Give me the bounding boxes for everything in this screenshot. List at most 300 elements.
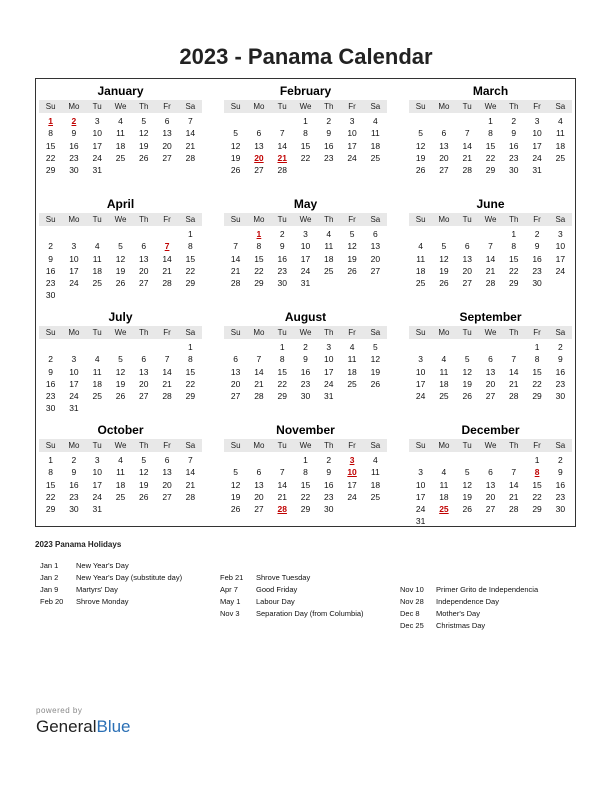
month-name: December [461, 423, 520, 437]
day-cell: 31 [69, 403, 79, 414]
day-cell: 27 [370, 265, 381, 276]
weekday-label: Th [509, 328, 519, 337]
day-cell: 7 [464, 128, 470, 139]
month-name: May [293, 197, 318, 211]
weekday-label: Mo [68, 328, 80, 337]
day-cell: 9 [48, 366, 53, 377]
day-cell: 26 [462, 504, 472, 515]
day-cell: 28 [230, 278, 241, 289]
day-cell: 10 [92, 467, 102, 478]
weekday-label: Th [324, 215, 334, 224]
day-cell: 27 [162, 152, 172, 163]
day-cell: 7 [279, 128, 285, 139]
weekday-header [224, 326, 387, 339]
weekday-label: Fr [533, 102, 541, 111]
empty-cell [247, 454, 270, 466]
weekday-label: Th [324, 102, 334, 111]
weekday-label: Tu [92, 215, 102, 224]
holiday-name: New Year's Day (substitute day) [76, 573, 183, 582]
weekday-label: Fr [533, 215, 541, 224]
day-cell: 26 [462, 391, 472, 402]
day-cell: 6 [233, 354, 238, 365]
weekday-label: Fr [163, 102, 171, 111]
weekday-label: Th [324, 328, 334, 337]
day-cell: 23 [555, 378, 566, 389]
weekday-label: Sa [555, 328, 566, 337]
holiday-date: Dec 25 [400, 621, 424, 630]
day-cell: 1 [534, 342, 540, 352]
day-cell: 23 [45, 278, 56, 289]
day-cell: 14 [485, 253, 496, 264]
empty-cell [456, 454, 479, 466]
day-cell: 29 [254, 278, 264, 289]
day-cell: 4 [326, 229, 332, 239]
day-cell: 11 [439, 366, 449, 377]
day-cell: 7 [511, 467, 517, 478]
day-cell: 28 [277, 165, 287, 176]
day-cell: 11 [370, 128, 380, 139]
holiday-day-cell: 25 [439, 504, 449, 515]
holiday-day-cell: 28 [277, 504, 287, 515]
holiday-item [400, 584, 538, 596]
holiday-item [400, 608, 538, 620]
day-cell: 19 [230, 152, 241, 163]
day-cell: 24 [69, 391, 79, 402]
weekday-label: Mo [438, 215, 450, 224]
month-september [409, 309, 572, 422]
day-cell: 16 [555, 479, 566, 490]
day-cell: 3 [303, 229, 308, 239]
day-cell: 30 [509, 165, 519, 176]
month-name: July [108, 310, 133, 324]
day-cell: 17 [555, 253, 566, 264]
day-cell: 30 [555, 391, 566, 402]
day-cell: 8 [303, 467, 308, 478]
day-cell: 25 [347, 378, 357, 389]
day-cell: 20 [370, 253, 381, 264]
month-name: January [97, 84, 144, 98]
day-grid [409, 454, 572, 528]
day-cell: 25 [115, 491, 126, 502]
day-cell: 30 [532, 278, 542, 289]
weekday-label: We [299, 215, 312, 224]
day-cell: 28 [185, 491, 196, 502]
day-cell: 15 [509, 253, 519, 264]
generalblue-logo[interactable] [36, 717, 131, 737]
weekday-label: Th [509, 441, 519, 450]
day-cell: 13 [485, 366, 496, 377]
day-cell: 26 [139, 491, 149, 502]
day-cell: 17 [347, 479, 357, 490]
holiday-item [40, 584, 182, 596]
weekday-label: Su [415, 328, 426, 337]
weekday-label: Sa [185, 441, 196, 450]
holiday-name: Labour Day [256, 597, 295, 606]
day-cell: 14 [277, 140, 287, 151]
weekday-label: Th [139, 328, 149, 337]
holiday-day-cell: 21 [277, 152, 287, 163]
day-cell: 30 [324, 504, 334, 515]
holiday-date: Nov 3 [220, 609, 240, 618]
weekday-label: Fr [533, 328, 541, 337]
month-june [409, 196, 572, 309]
day-cell: 17 [324, 366, 334, 377]
empty-cell [39, 341, 62, 353]
holiday-item [220, 608, 364, 620]
day-cell: 12 [462, 479, 472, 490]
day-grid [409, 341, 572, 402]
day-cell: 18 [92, 265, 102, 276]
page-title: 2023 - Panama Calendar [179, 44, 433, 69]
weekday-label: Sa [185, 102, 196, 111]
day-cell: 6 [372, 229, 378, 239]
empty-cell [271, 115, 294, 127]
day-grid [409, 115, 572, 176]
day-cell: 15 [45, 140, 56, 151]
day-cell: 2 [48, 241, 53, 252]
empty-cell [86, 341, 109, 353]
day-cell: 28 [162, 278, 172, 289]
day-cell: 26 [139, 152, 149, 163]
day-cell: 7 [256, 354, 262, 365]
day-cell: 5 [418, 128, 423, 139]
day-cell: 9 [71, 467, 77, 478]
holiday-day-cell: 2 [71, 116, 77, 126]
day-cell: 29 [509, 278, 519, 289]
day-cell: 12 [347, 241, 357, 252]
weekday-label: We [484, 215, 497, 224]
holiday-day-cell: 10 [347, 467, 357, 478]
day-grid [224, 341, 387, 402]
day-cell: 27 [139, 278, 149, 289]
day-cell: 1 [187, 342, 193, 352]
day-cell: 31 [532, 165, 542, 176]
day-cell: 11 [439, 479, 449, 490]
day-cell: 9 [534, 241, 540, 252]
day-cell: 3 [71, 241, 77, 252]
day-cell: 26 [439, 278, 449, 289]
day-cell: 29 [300, 504, 311, 515]
weekday-label: We [484, 328, 497, 337]
empty-cell [86, 228, 109, 240]
holiday-name: Separation Day (from Columbia) [256, 609, 364, 618]
weekday-label: Tu [462, 102, 472, 111]
day-cell: 12 [230, 140, 241, 151]
empty-cell [155, 228, 178, 240]
day-cell: 4 [94, 354, 100, 365]
day-cell: 3 [326, 342, 332, 352]
day-cell: 19 [139, 479, 149, 490]
day-cell: 8 [279, 354, 285, 365]
month-october [39, 422, 202, 535]
holidays-heading: 2023 Panama Holidays [35, 540, 122, 549]
day-cell: 4 [349, 342, 355, 352]
day-cell: 21 [230, 265, 241, 276]
holiday-date: Feb 20 [40, 597, 64, 606]
day-cell: 23 [69, 491, 79, 502]
weekday-label: Sa [185, 328, 196, 337]
weekday-label: Tu [92, 441, 102, 450]
day-cell: 19 [139, 140, 149, 151]
weekday-header [39, 439, 202, 452]
day-cell: 23 [324, 152, 334, 163]
month-march [409, 83, 572, 196]
weekday-header [39, 100, 202, 113]
day-cell: 14 [162, 253, 172, 264]
day-cell: 28 [485, 278, 496, 289]
day-grid [224, 228, 387, 289]
day-cell: 6 [464, 241, 470, 252]
holiday-date: May 1 [220, 597, 241, 606]
weekday-label: Tu [462, 215, 472, 224]
empty-cell [432, 454, 455, 466]
weekday-label: Su [45, 328, 56, 337]
weekday-label: We [114, 215, 127, 224]
day-cell: 16 [300, 366, 311, 377]
holiday-day-cell: 1 [48, 116, 53, 126]
day-cell: 8 [256, 241, 262, 252]
empty-cell [409, 228, 432, 240]
day-cell: 24 [300, 265, 311, 276]
day-cell: 14 [162, 366, 172, 377]
day-cell: 13 [254, 140, 264, 151]
day-cell: 30 [69, 504, 79, 515]
day-grid [39, 115, 202, 176]
empty-cell [409, 341, 432, 353]
day-cell: 20 [230, 378, 241, 389]
day-cell: 20 [139, 378, 149, 389]
weekday-label: Su [45, 441, 56, 450]
weekday-label: Th [324, 441, 334, 450]
day-cell: 20 [162, 479, 172, 490]
month-name: August [284, 310, 327, 324]
day-cell: 29 [485, 165, 496, 176]
day-cell: 23 [532, 265, 542, 276]
weekday-label: We [114, 102, 127, 111]
weekday-label: Tu [277, 328, 287, 337]
day-cell: 15 [300, 479, 311, 490]
day-cell: 22 [509, 265, 519, 276]
day-cell: 19 [462, 378, 472, 389]
day-cell: 24 [92, 491, 102, 502]
day-cell: 13 [230, 366, 241, 377]
day-cell: 25 [92, 278, 102, 289]
day-cell: 16 [69, 140, 79, 151]
day-cell: 15 [185, 253, 196, 264]
day-cell: 13 [462, 253, 472, 264]
day-cell: 23 [45, 391, 56, 402]
day-cell: 15 [45, 479, 56, 490]
weekday-label: Mo [68, 102, 80, 111]
empty-cell [456, 228, 479, 240]
weekday-label: Mo [68, 215, 80, 224]
month-november [224, 422, 387, 535]
day-cell: 10 [532, 128, 542, 139]
day-grid [39, 341, 202, 415]
day-cell: 8 [48, 467, 53, 478]
day-cell: 16 [532, 253, 542, 264]
day-cell: 16 [324, 140, 334, 151]
day-cell: 13 [139, 366, 149, 377]
holiday-day-cell: 8 [534, 467, 540, 478]
day-cell: 4 [418, 241, 423, 252]
holiday-date: Nov 10 [400, 585, 424, 594]
holiday-name: Good Friday [256, 585, 298, 594]
day-cell: 12 [415, 140, 426, 151]
day-cell: 15 [532, 366, 542, 377]
weekday-label: Tu [277, 102, 287, 111]
day-cell: 2 [303, 342, 308, 352]
day-cell: 22 [532, 378, 542, 389]
day-cell: 8 [303, 128, 308, 139]
day-cell: 4 [94, 241, 100, 252]
day-cell: 12 [139, 128, 149, 139]
holiday-name: New Year's Day [76, 561, 129, 570]
day-cell: 28 [162, 391, 172, 402]
day-cell: 22 [532, 491, 542, 502]
powered-by-text: powered by [36, 706, 83, 715]
day-cell: 13 [485, 479, 496, 490]
day-cell: 6 [141, 241, 147, 252]
empty-cell [432, 341, 455, 353]
day-cell: 2 [48, 354, 53, 365]
day-cell: 28 [254, 391, 264, 402]
day-cell: 11 [416, 253, 426, 264]
day-cell: 13 [439, 140, 449, 151]
weekday-label: We [484, 441, 497, 450]
day-cell: 19 [230, 491, 241, 502]
day-cell: 7 [187, 116, 193, 126]
empty-cell [247, 341, 270, 353]
day-cell: 22 [45, 152, 56, 163]
day-cell: 24 [555, 265, 566, 276]
weekday-header [39, 213, 202, 226]
day-cell: 8 [187, 241, 193, 252]
month-name: April [106, 197, 135, 211]
day-cell: 1 [488, 116, 493, 126]
weekday-label: Mo [438, 328, 450, 337]
weekday-label: Mo [253, 215, 265, 224]
weekday-label: Th [509, 215, 519, 224]
day-cell: 21 [509, 491, 519, 502]
day-cell: 19 [370, 366, 381, 377]
day-cell: 1 [303, 116, 308, 126]
empty-cell [409, 115, 432, 127]
day-cell: 3 [557, 229, 563, 239]
day-cell: 21 [254, 378, 264, 389]
day-cell: 29 [45, 504, 56, 515]
day-cell: 30 [555, 504, 566, 515]
holiday-name: Martyrs' Day [76, 585, 118, 594]
day-cell: 11 [370, 467, 380, 478]
weekday-label: Fr [348, 102, 356, 111]
day-cell: 4 [372, 116, 378, 126]
day-cell: 6 [488, 354, 493, 365]
day-cell: 18 [115, 140, 126, 151]
day-cell: 21 [509, 378, 519, 389]
day-cell: 27 [139, 391, 149, 402]
day-cell: 30 [45, 403, 56, 414]
day-cell: 7 [164, 354, 170, 365]
day-cell: 23 [324, 491, 334, 502]
day-cell: 1 [187, 229, 193, 239]
day-cell: 16 [277, 253, 287, 264]
day-cell: 23 [555, 491, 566, 502]
holiday-item [40, 596, 182, 608]
day-cell: 12 [370, 354, 381, 365]
day-cell: 18 [439, 491, 449, 502]
day-cell: 26 [370, 378, 381, 389]
day-cell: 10 [300, 241, 311, 252]
empty-cell [155, 341, 178, 353]
weekday-label: Mo [438, 441, 450, 450]
months-grid [39, 83, 572, 535]
weekday-label: Sa [370, 328, 381, 337]
day-cell: 2 [71, 455, 77, 465]
day-cell: 19 [347, 253, 357, 264]
day-cell: 27 [254, 165, 264, 176]
month-april [39, 196, 202, 309]
day-cell: 6 [488, 467, 493, 478]
month-name: September [459, 310, 522, 324]
month-july [39, 309, 202, 422]
day-cell: 14 [509, 479, 519, 490]
day-cell: 22 [45, 491, 56, 502]
holiday-item [220, 596, 364, 608]
weekday-label: Su [230, 102, 241, 111]
day-cell: 18 [370, 140, 381, 151]
day-cell: 20 [439, 152, 449, 163]
day-cell: 5 [233, 128, 238, 139]
weekday-label: Tu [462, 441, 472, 450]
day-cell: 14 [509, 366, 519, 377]
day-cell: 16 [555, 366, 566, 377]
day-cell: 10 [69, 366, 79, 377]
empty-cell [247, 115, 270, 127]
day-cell: 28 [462, 165, 472, 176]
weekday-label: Su [45, 215, 56, 224]
day-cell: 25 [115, 152, 126, 163]
holiday-date: Jan 2 [40, 573, 59, 582]
day-cell: 17 [69, 265, 79, 276]
empty-cell [432, 115, 455, 127]
weekday-label: Sa [555, 441, 566, 450]
weekday-header [409, 439, 572, 452]
empty-cell [502, 341, 525, 353]
day-cell: 17 [92, 140, 102, 151]
day-cell: 9 [326, 128, 332, 139]
day-cell: 14 [277, 479, 287, 490]
empty-cell [271, 454, 294, 466]
day-cell: 14 [230, 253, 241, 264]
day-cell: 19 [115, 378, 126, 389]
day-cell: 6 [256, 467, 262, 478]
brand-blue: Blue [96, 717, 131, 736]
empty-cell [502, 454, 525, 466]
day-cell: 21 [162, 378, 172, 389]
day-cell: 24 [92, 152, 102, 163]
weekday-header [224, 213, 387, 226]
day-cell: 15 [300, 140, 311, 151]
holiday-name: Primer Grito de Independencia [436, 585, 539, 594]
day-cell: 13 [162, 467, 172, 478]
day-cell: 19 [439, 265, 449, 276]
weekday-label: Sa [370, 102, 381, 111]
day-cell: 22 [185, 265, 196, 276]
day-cell: 9 [557, 467, 563, 478]
day-cell: 31 [92, 504, 102, 515]
weekday-label: Tu [92, 328, 102, 337]
